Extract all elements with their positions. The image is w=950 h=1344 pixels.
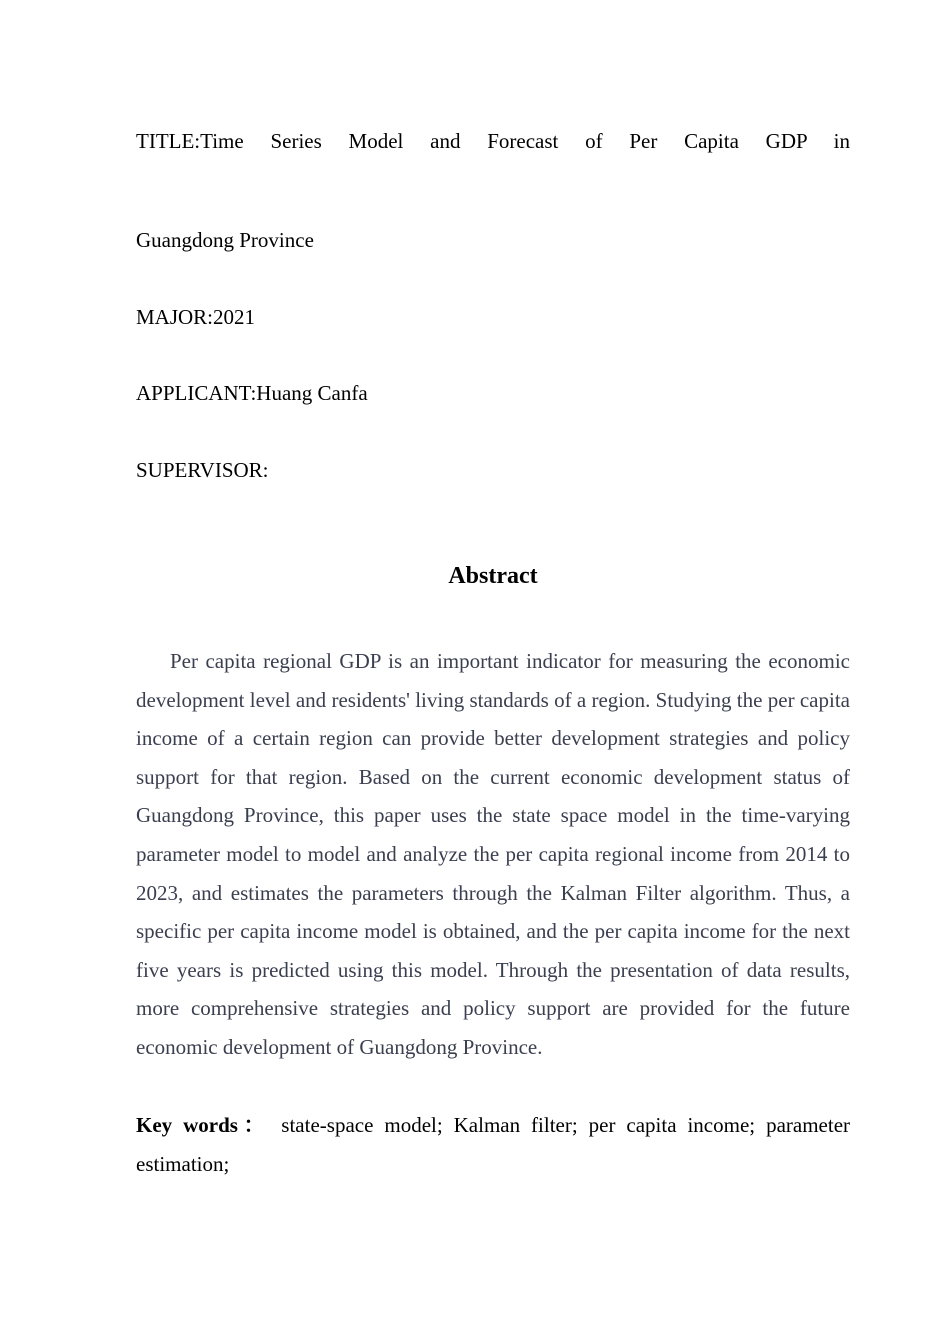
keywords-text: state-space model; Kalman filter; per capita income; parameter estimation; bbox=[136, 1113, 851, 1176]
title-line-1: TITLE:Time Series Model and Forecast of Per Capita GDP in bbox=[136, 129, 850, 153]
major-line: MAJOR:2021 bbox=[136, 305, 256, 329]
abstract-body: Per capita regional GDP is an important indicator for measuring the economic development level and residents' living standards of a region. Studying the per capita income of a certain region can provide better development strategies and policy support for that region. Based on the current economic development status of Guangdong Province, this paper uses the state space model in the time-varying parameter model to model and analyze the per capita regional income from 2014 to 2023, and estimates the parameters through the Kalman Filter algorithm. Thus, a specific per capita income model is obtained, and the per capita income for the next five years is predicted using this model. Through the presentation of data results, more comprehensive strategies and policy support are provided for the future economic development of Guangdong Province. bbox=[136, 649, 850, 1059]
title-line-2: Guangdong Province bbox=[136, 228, 314, 252]
supervisor-line: SUPERVISOR: bbox=[136, 458, 269, 482]
applicant-line: APPLICANT:Huang Canfa bbox=[136, 381, 368, 405]
keywords-label: Key words： bbox=[136, 1113, 271, 1137]
keywords-paragraph bbox=[136, 1106, 850, 1183]
abstract-heading: Abstract bbox=[448, 563, 538, 589]
